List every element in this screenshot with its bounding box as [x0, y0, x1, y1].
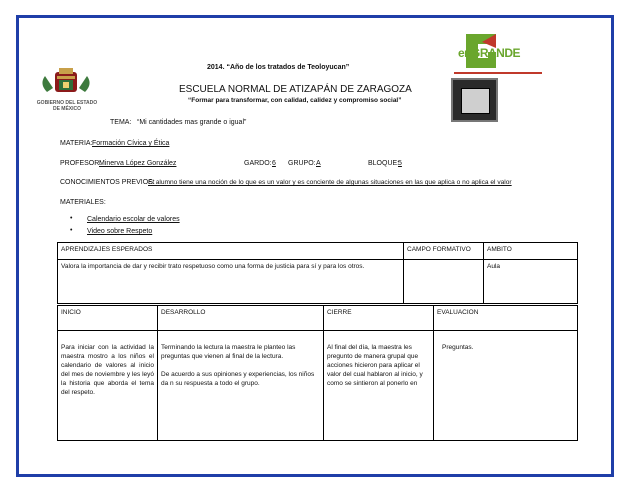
evaluacion-cell: [434, 331, 578, 441]
school-name: ESCUELA NORMAL DE ATIZAPÁN DE ZARAGOZA: [179, 84, 412, 95]
engrande-logo-text: enGRANDE: [458, 46, 521, 60]
evaluacion-text: Preguntas.: [442, 344, 474, 351]
header-aprendizajes: APRENDIZAJES ESPERADOS: [58, 243, 404, 260]
ambito-text: Aula: [484, 260, 578, 304]
grado-label: GARDO:: [244, 160, 272, 167]
school-photo: [451, 78, 498, 122]
desarrollo-text-2: De acuerdo a sus opiniones y experiencias, los niños da n su respuesta a todo el grupo.: [161, 371, 315, 387]
year-motto: 2014. “Año de los tratados de Teoloyucan”: [207, 64, 350, 71]
bullet-icon: •: [70, 215, 73, 222]
grupo-label: GRUPO:: [288, 160, 316, 167]
grado-value: 6: [272, 160, 276, 167]
secuencia-table: [57, 305, 578, 441]
bullet-icon: •: [70, 227, 73, 234]
conocimientos-label: CONOCIMIENTOS PREVIOS:: [60, 179, 155, 186]
header-desarrollo: DESARROLLO: [158, 306, 324, 331]
material-item: Video sobre Respeto: [87, 228, 153, 235]
header-inicio: INICIO: [58, 306, 158, 331]
desarrollo-text-1: Terminando la lectura la maestra le planteo las preguntas que vienen al final de la lectura.: [161, 344, 296, 360]
grupo-value: A: [316, 160, 321, 167]
inicio-text: Para iniciar con la actividad la maestra mostro a los niños el calendario de valores al inicio del mes de noviembre y les leyó la historia que aborda el tema del respeto.: [61, 344, 154, 396]
bloque-value: 5: [398, 160, 402, 167]
materia-label: MATERIA:: [60, 140, 93, 147]
aprendizaje-text: Valora la importancia de dar y recibir trato respetuoso como una forma de justicia para sí y para los otros.: [58, 260, 404, 304]
materia-value: Formación Cívica y Ética: [92, 140, 170, 147]
school-slogan: “Formar para transformar, con calidad, calidez y compromiso social”: [188, 97, 402, 104]
conocimientos-value: El alumno tiene una noción de lo que es un valor y es conciente de algunas situaciones en las que aplica o no aplica el valor: [148, 179, 512, 186]
desarrollo-cell: [158, 331, 324, 441]
cierre-text: Al final del día, la maestra les pregunto de manera grupal que acciones hicieron para aplicar el valor del cual hablaron al inicio, y como se sintieron al ponerlo en: [327, 344, 423, 387]
header-evaluacion: EVALUACION: [434, 306, 578, 331]
material-item: Calendario escolar de valores: [87, 216, 180, 223]
campo-formativo-text: [404, 260, 484, 304]
materiales-label: MATERIALES:: [60, 199, 106, 206]
bloque-label: BLOQUE:: [368, 160, 400, 167]
header-cierre: CIERRE: [324, 306, 434, 331]
tema-label: TEMA:: [110, 119, 132, 126]
aprendizajes-table: [57, 242, 578, 304]
estado-de-mexico-logo-text: GOBIERNO DEL ESTADO DE MÉXICO: [36, 100, 98, 112]
profesor-value: Minerva López González: [99, 160, 177, 167]
inicio-cell: [58, 331, 158, 441]
tema-value: “Mi cantidades mas grande o igual”: [137, 119, 247, 126]
header-ambito: AMBITO: [484, 243, 578, 260]
header-campo-formativo: CAMPO FORMATIVO: [404, 243, 484, 260]
cierre-cell: [324, 331, 434, 441]
profesor-label: PROFESOR:: [60, 160, 102, 167]
